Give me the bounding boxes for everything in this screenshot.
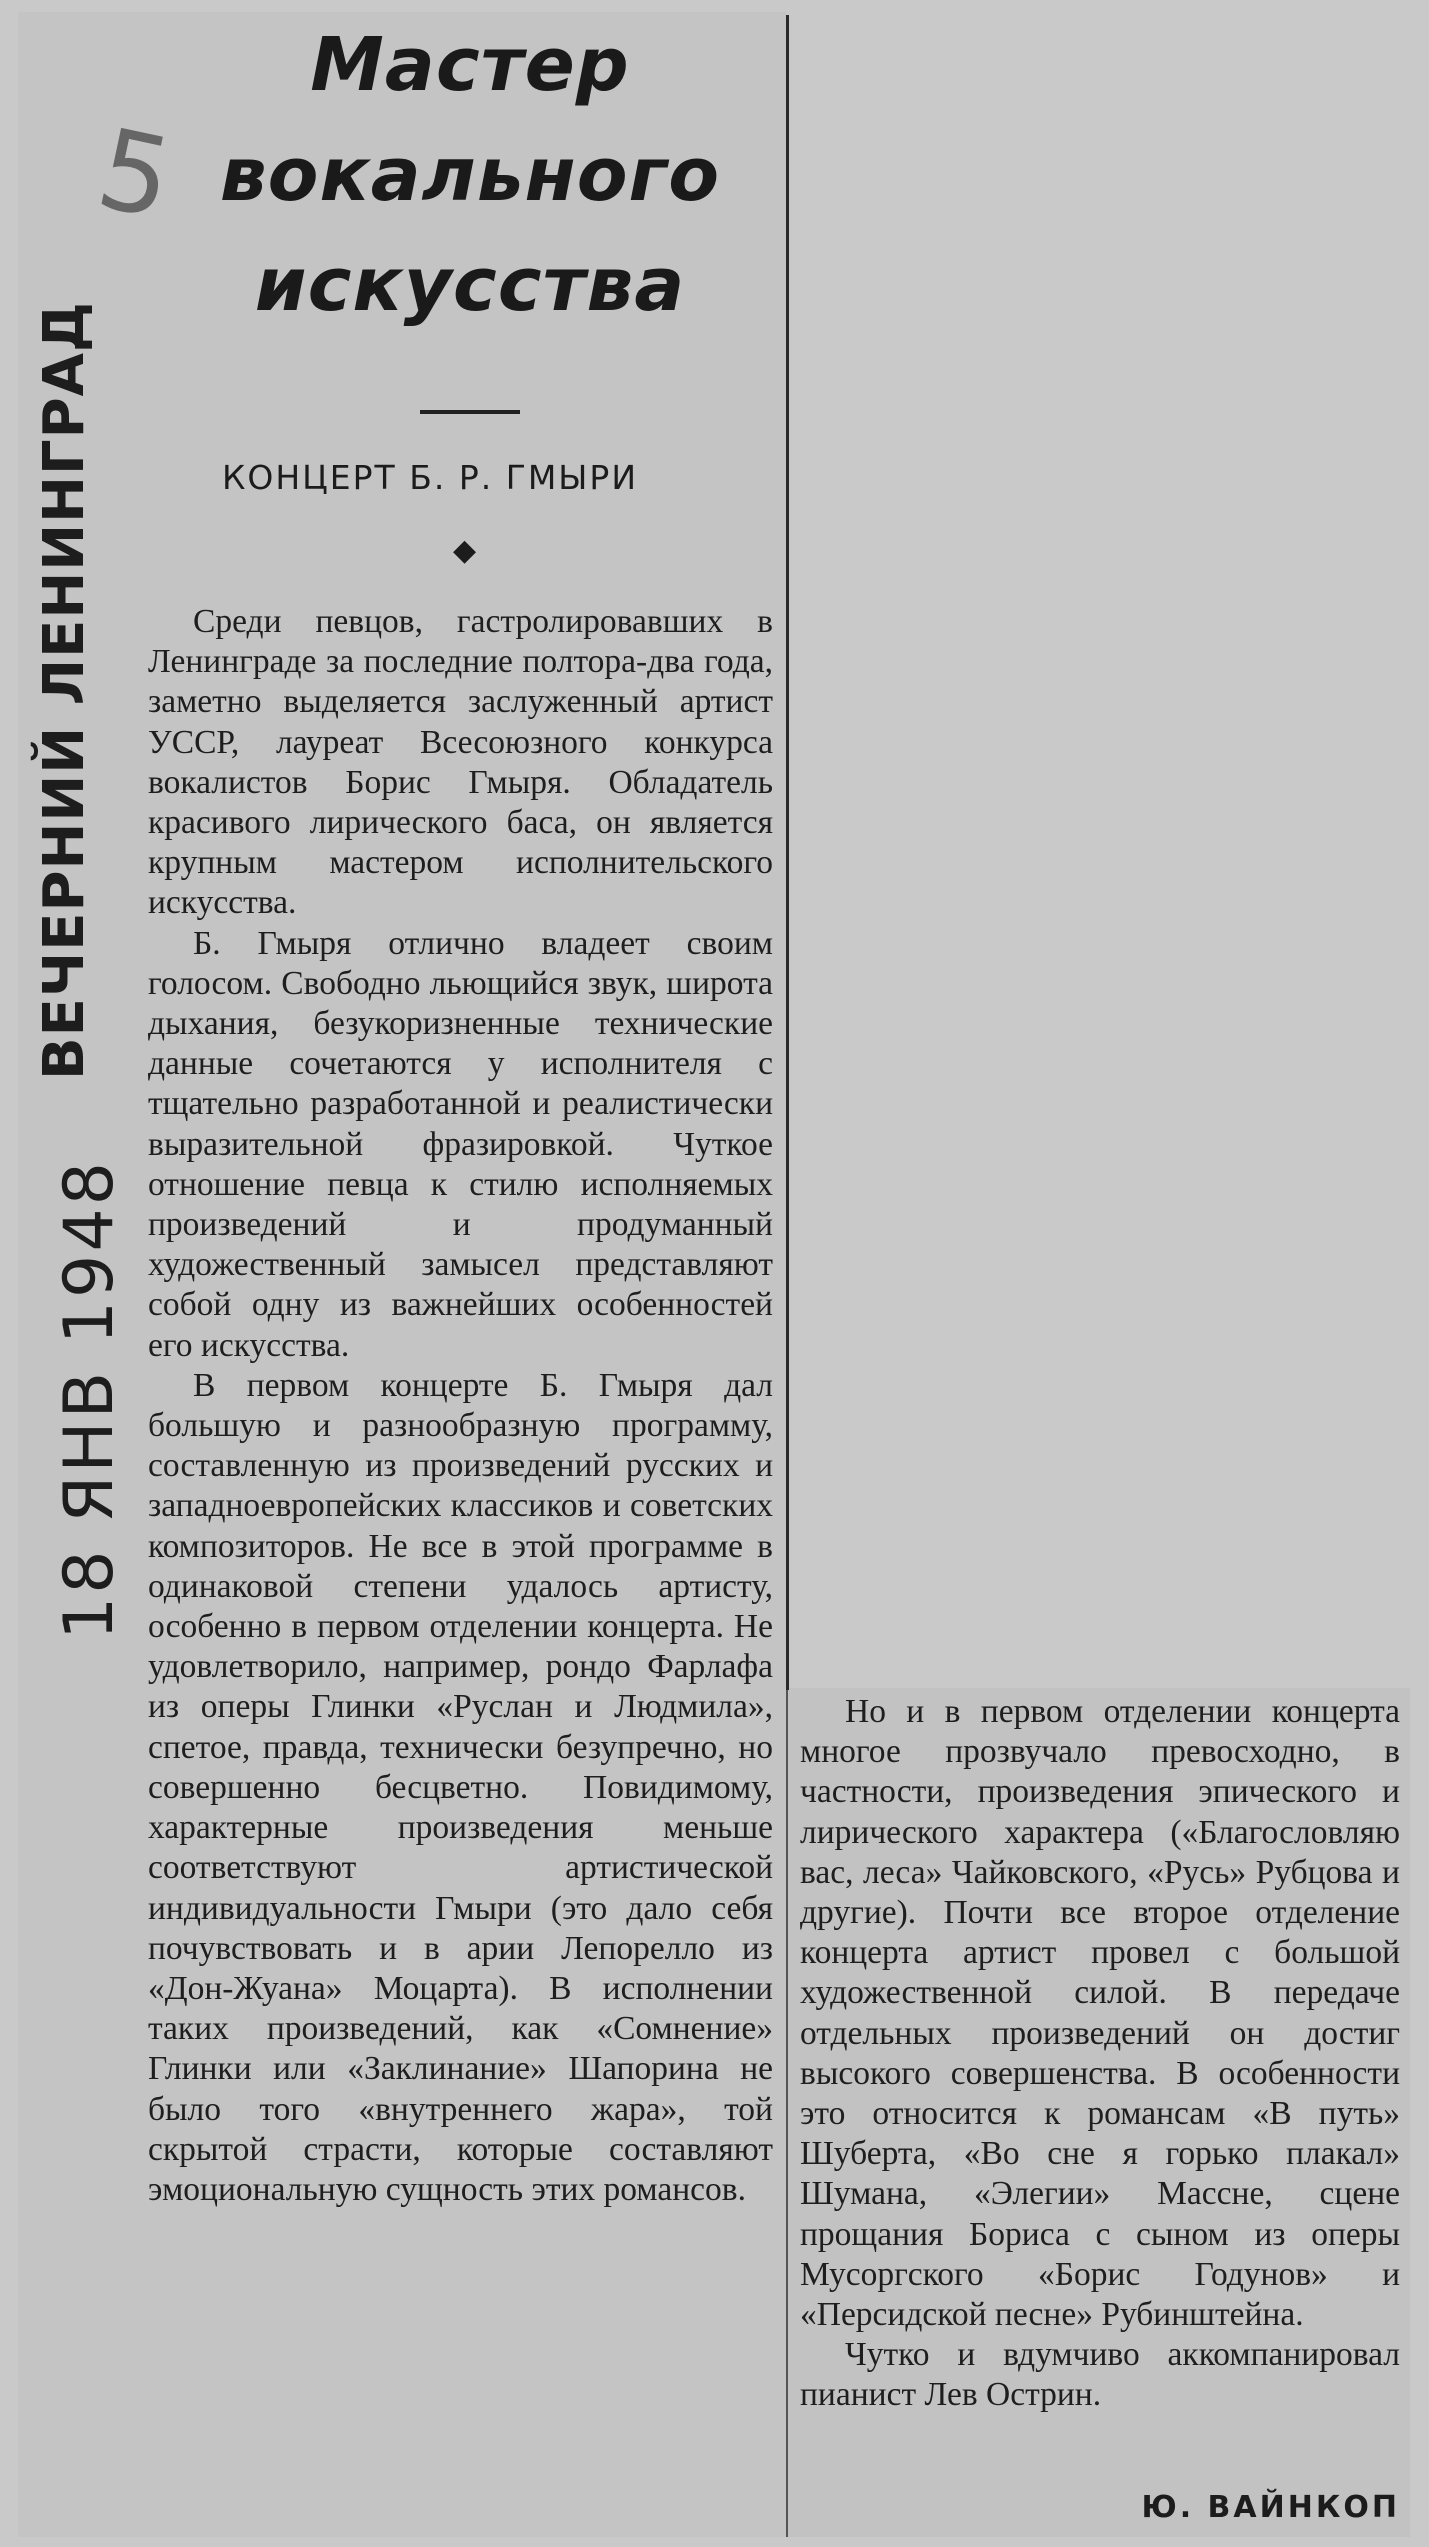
date-stamp: 18 ЯНВ 1948 [50, 1159, 129, 1640]
column-rule [786, 15, 789, 1690]
author-signature: Ю. ВАЙНКОП [1141, 2490, 1400, 2525]
ornament-icon: ◆ [453, 534, 477, 567]
title-divider [420, 410, 520, 414]
newspaper-name-stamp: ВЕЧЕРНИЙ ЛЕНИНГРАД [32, 301, 97, 1080]
article-subtitle: КОНЦЕРТ Б. Р. ГМЫРИ [221, 458, 639, 497]
title-line: Мастер [310, 22, 630, 108]
article-body-right [800, 1692, 1400, 2416]
paragraph: Чутко и вдумчиво аккомпанировал пианист Лев Острин. [800, 2336, 1400, 2414]
title-line: вокального [219, 132, 721, 218]
paragraph: Б. Гмыря отлично владеет своим голосом. Свободно льющийся звук, широта дыхания, безукоризненные технические данные сочетаются у исполнителя с тщательно разработанной и реалистически выразительной фразировкой. Чуткое отношение певца к стилю исполняемых произведений и продуманный художественный замысел представляют собой одну из важнейших особенностей его искусства. [148, 924, 773, 1364]
pencil-number-mark: 5 [87, 104, 183, 244]
paragraph: В первом концерте Б. Гмыря дал большую и разнообразную программу, составленную из произведений русских и западноевропейских классиков и советских композиторов. Не все в этой программе в одинаковой степени удалось артисту, особенно в первом отделении концерта. Не удовлетворило, например, рондо Фарлафа из оперы Глинки «Руслан и Людмила», спетое, правда, технически безупречно, но совершенно бесцветно. Повидимому, характерные произведения меньше соответствуют артистической индивидуальности Гмыри (это дало себя почувствовать и в арии Лепорелло из «Дон-Жуана» Моцарта). В исполнении таких произведений, как «Сомнение» Глинки или «Заклинание» Шапорина не было того «внутреннего жара», той скрытой страсти, которые составляют эмоциональную сущность этих романсов. [148, 1366, 773, 2208]
article-title [190, 10, 750, 340]
title-line: искусства [254, 242, 686, 328]
paragraph: Но и в первом отделении концерта многое прозвучало превосходно, в частности, произведения эпического и лирического характера («Благословляю вас, леса» Чайковского, «Русь» Рубцова и другие). Почти все второе отделение концерта артист провел с большой художественной силой. В передаче отдельных произведений он достиг высокого совершенства. В особенности это относится к романсам «В путь» Шуберта, «Во сне я горько плакал» Шумана, «Элегии» Массне, сцене прощания Бориса с сыном из оперы Мусоргского «Борис Годунов» и «Персидской песне» Рубинштейна. [800, 1693, 1400, 2334]
paragraph: Среди певцов, гастролировавших в Ленинграде за последние полтора-два года, заметно выделяется заслуженный артист УССР, лауреат Всесоюзного конкурса вокалистов Борис Гмыря. Обладатель красивого лирического баса, он является крупным мастером исполнительского искусства. [148, 603, 773, 922]
article-body-left [148, 602, 773, 2210]
